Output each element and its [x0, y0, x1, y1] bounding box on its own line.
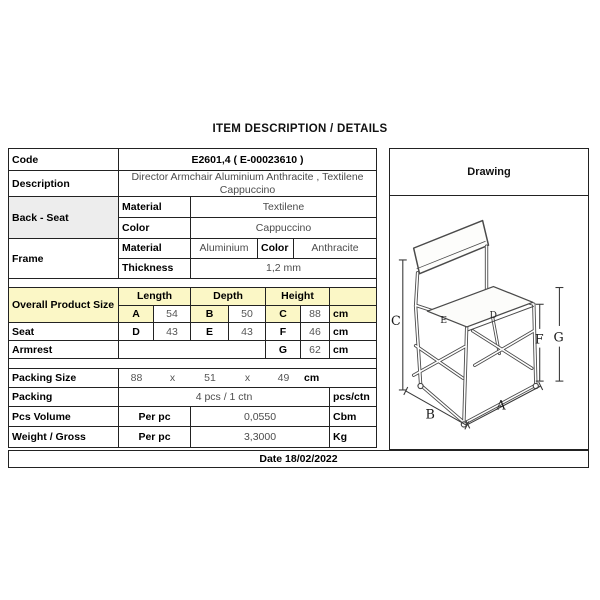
overall-depth-key: B — [191, 306, 229, 323]
seat-height-value: 46 — [301, 323, 330, 340]
seat-label: Seat — [9, 323, 119, 340]
overall-length-value: 54 — [154, 306, 191, 323]
armrest-height-key: G — [266, 341, 301, 358]
overall-size-section — [9, 288, 376, 323]
pcs-volume-unit: Cbm — [333, 410, 357, 423]
page-title: ITEM DESCRIPTION / DETAILS — [212, 123, 388, 135]
spec-table — [8, 148, 377, 448]
packing-size-x1: x — [169, 372, 176, 384]
back-seat-color-value: Cappuccino — [255, 221, 312, 234]
overall-size-label: Overall Product Size — [9, 288, 119, 322]
seat-unit: cm — [333, 325, 349, 338]
frame-material-label: Material — [119, 239, 191, 258]
code-value: E2601,4 ( E-00023610 ) — [191, 153, 304, 166]
seat-row — [9, 323, 376, 341]
unit-header — [330, 288, 376, 305]
pcs-volume-row — [9, 407, 376, 427]
drawing-panel — [389, 148, 589, 450]
packing-size-v3: 49 — [277, 372, 290, 384]
weight-unit: Kg — [333, 431, 347, 443]
spacer-row — [9, 359, 376, 369]
armrest-row — [9, 341, 376, 359]
weight-label: Weight / Gross — [9, 427, 119, 447]
frame-thickness-label: Thickness — [119, 259, 191, 278]
description-label: Description — [9, 171, 119, 196]
description-row — [9, 171, 376, 197]
overall-length-key: A — [119, 306, 154, 323]
pcs-volume-per: Per pc — [119, 407, 191, 426]
packing-size-empty — [330, 369, 376, 387]
pcs-volume-value: 0,0550 — [191, 407, 330, 426]
frame-thickness-value: 1,2 mm — [265, 262, 301, 275]
seat-height-key: F — [266, 323, 301, 340]
dim-label-f: F — [534, 332, 544, 348]
dim-label-c: C — [390, 313, 401, 329]
seat-depth-key: E — [191, 323, 229, 340]
packing-size-row — [9, 369, 376, 388]
pcs-volume-label: Pcs Volume — [9, 407, 119, 426]
armrest-unit: cm — [333, 343, 349, 356]
length-header: Length — [119, 288, 191, 305]
overall-height-key: C — [266, 306, 301, 323]
drawing-header: Drawing — [390, 149, 588, 196]
seat-length-value: 43 — [154, 323, 191, 340]
depth-header: Depth — [191, 288, 266, 305]
armrest-height-value: 62 — [301, 341, 330, 358]
armrest-label: Armrest — [9, 341, 119, 358]
packing-size-label: Packing Size — [9, 369, 119, 387]
back-seat-material-value: Textilene — [262, 200, 305, 213]
armrest-empty — [119, 341, 266, 358]
packing-value: 4 pcs / 1 ctn — [119, 388, 330, 406]
packing-size-v1: 88 — [130, 372, 143, 384]
dim-label-b: B — [425, 407, 435, 423]
spacer-row — [9, 279, 376, 288]
weight-value: 3,3000 — [191, 427, 330, 447]
dim-label-g: G — [553, 330, 564, 346]
date-row — [8, 450, 589, 468]
overall-unit: cm — [330, 306, 376, 323]
back-seat-color-label: Color — [119, 218, 191, 238]
weight-per: Per pc — [119, 427, 191, 447]
back-seat-label: Back - Seat — [9, 197, 119, 238]
frame-material-value: Aluminium — [191, 239, 258, 258]
dim-label-d: D — [489, 310, 497, 322]
code-row — [9, 149, 376, 171]
seat-depth-value: 43 — [229, 323, 266, 340]
packing-size-x2: x — [244, 372, 251, 384]
packing-size-v2: 51 — [204, 372, 216, 384]
seat-length-key: D — [119, 323, 154, 340]
dim-label-a: A — [496, 398, 506, 414]
code-label: Code — [9, 149, 119, 170]
date-text: Date 18/02/2022 — [259, 453, 338, 465]
chair-drawing — [390, 196, 587, 448]
overall-depth-value: 50 — [229, 306, 266, 323]
dim-label-e: E — [440, 314, 448, 326]
packing-size-unit: cm — [304, 372, 320, 384]
overall-height-value: 88 — [301, 306, 330, 323]
packing-row — [9, 388, 376, 407]
back-seat-section — [9, 197, 376, 239]
frame-color-label: Color — [258, 239, 294, 258]
packing-label: Packing — [9, 388, 119, 406]
back-seat-material-label: Material — [119, 197, 191, 217]
frame-color-value: Anthracite — [311, 242, 359, 255]
frame-section — [9, 239, 376, 279]
frame-label: Frame — [9, 239, 119, 278]
height-header: Height — [266, 288, 330, 305]
weight-row — [9, 427, 376, 447]
description-value: Director Armchair Aluminium Anthracite , Textilene Cappuccino — [131, 171, 364, 196]
packing-unit: pcs/ctn — [333, 391, 370, 403]
